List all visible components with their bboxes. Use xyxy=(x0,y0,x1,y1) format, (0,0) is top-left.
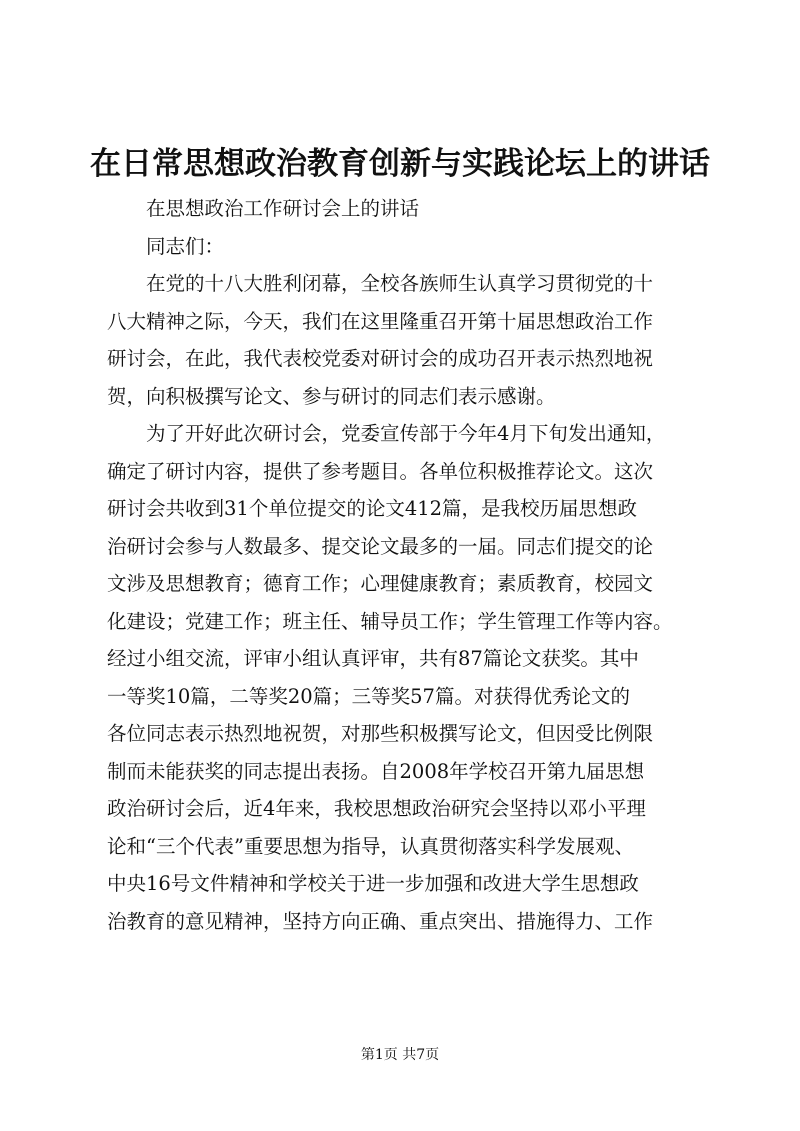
text-line: 确定了研讨内容，提供了参考题目。各单位积极推荐论文。这次 xyxy=(107,459,654,483)
text-line: 在党的十八大胜利闭幕，全校各族师生认真学习贯彻党的十 xyxy=(146,272,654,295)
text-line: 在思想政治工作研讨会上的讲话 xyxy=(146,197,420,220)
text-line: 治教育的意见精神，坚持方向正确、重点突出、措施得力、工作 xyxy=(107,909,654,933)
text-line: 一等奖10篇，二等奖20篇；三等奖57篇。对获得优秀论文的 xyxy=(107,684,630,708)
body-paragraph xyxy=(107,265,697,415)
text-line: 治研讨会参与人数最多、提交论文最多的一届。同志们提交的论 xyxy=(107,534,654,558)
text-line: 文涉及思想教育；德育工作；心理健康教育；素质教育，校园文 xyxy=(107,572,654,595)
text-line: 化建设；党建工作；班主任、辅导员工作；学生管理工作等内容。 xyxy=(107,609,673,633)
text-line: 八大精神之际，今天，我们在这里隆重召开第十届思想政治工作 xyxy=(107,309,654,333)
text-line: 中央16号文件精神和学校关于进一步加强和改进大学生思想政 xyxy=(107,872,639,895)
document-title: 在日常思想政治教育创新与实践论坛上的讲话 xyxy=(90,146,710,182)
text-line: 研讨会共收到31个单位提交的论文412篇，是我校历届思想政 xyxy=(107,497,638,520)
subtitle-paragraph xyxy=(107,190,697,228)
text-line: 各位同志表示热烈地祝贺，对那些积极撰写论文，但因受比例限 xyxy=(107,722,654,745)
text-line: 政治研讨会后，近4年来，我校思想政治研究会坚持以邓小平理 xyxy=(107,797,646,820)
text-line: 贺，向积极撰写论文、参与研讨的同志们表示感谢。 xyxy=(107,384,556,408)
page-number-footer: 第1页 共7页 xyxy=(360,1047,440,1063)
text-line: 论和“三个代表”重要思想为指导，认真贯彻落实科学发展观、 xyxy=(107,834,634,858)
text-line: 研讨会，在此，我代表校党委对研讨会的成功召开表示热烈地祝 xyxy=(107,347,654,370)
document-body xyxy=(107,190,697,940)
salutation-paragraph xyxy=(107,228,697,266)
text-line: 为了开好此次研讨会，党委宣传部于今年4月下旬发出通知， xyxy=(146,422,666,445)
text-line: 经过小组交流，评审小组认真评审，共有87篇论文获奖。其中 xyxy=(107,647,639,670)
body-paragraph xyxy=(107,415,697,940)
text-line: 制而未能获奖的同志提出表扬。自2008年学校召开第九届思想 xyxy=(107,759,645,783)
text-line: 同志们： xyxy=(146,234,225,258)
